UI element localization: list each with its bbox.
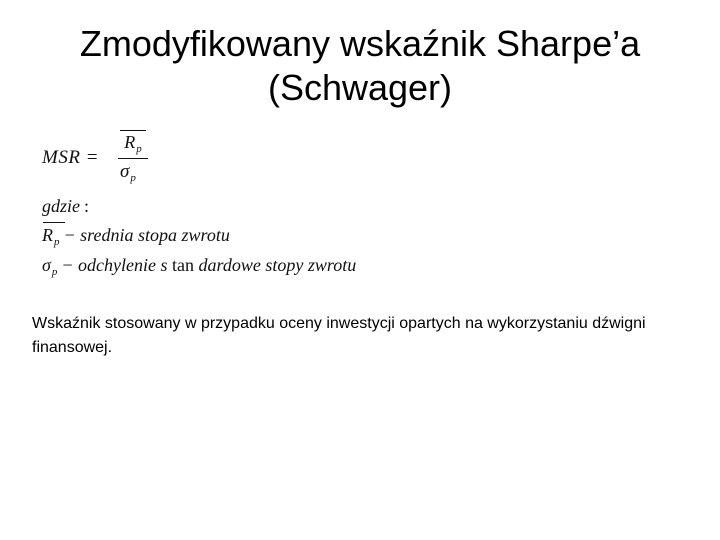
- numerator-subscript: p: [136, 143, 142, 155]
- slide-title-line-1: Zmodyfikowany wskaźnik Sharpe’a: [79, 23, 641, 64]
- numerator-overbar: [120, 130, 146, 131]
- def2-subscript: p: [51, 266, 58, 278]
- def2-text-tan: tan: [172, 255, 195, 275]
- formula-numerator: [118, 132, 148, 155]
- numerator-symbol: R: [124, 132, 136, 152]
- formula-definition-1: [42, 225, 230, 248]
- fraction-line: [118, 158, 148, 159]
- formula-lhs: MSR =: [42, 147, 100, 168]
- formula-image: [42, 128, 502, 278]
- slide-title: [40, 22, 680, 110]
- def2-symbol: σ: [42, 255, 51, 275]
- def2-text-b: dardowe stopy zwrotu: [198, 255, 357, 275]
- def2-symbol-group: [42, 255, 57, 278]
- where-colon: :: [84, 196, 90, 216]
- slide-title-line-2: (Schwager): [267, 67, 453, 108]
- slide-body-text: Wskaźnik stosowany w przypadku oceny inwestycji opartych na wykorzystaniu dźwigni finansowej.: [32, 315, 646, 356]
- formula-denominator: [120, 161, 136, 184]
- def1-subscript: p: [54, 236, 60, 248]
- def1-symbol-group: [42, 225, 60, 248]
- def1-overbar: [43, 222, 65, 223]
- denominator-symbol: σ: [120, 161, 130, 182]
- def1-text: − srednia stopa zwrotu: [63, 225, 230, 245]
- def2-text-a: − odchylenie s: [61, 255, 168, 275]
- where-word: gdzie: [42, 196, 80, 216]
- denominator-subscript: p: [130, 172, 136, 184]
- formula-fraction: [118, 128, 148, 190]
- formula-definition-2: [42, 255, 356, 278]
- def1-symbol: R: [42, 225, 53, 245]
- formula-where-label: [42, 196, 89, 217]
